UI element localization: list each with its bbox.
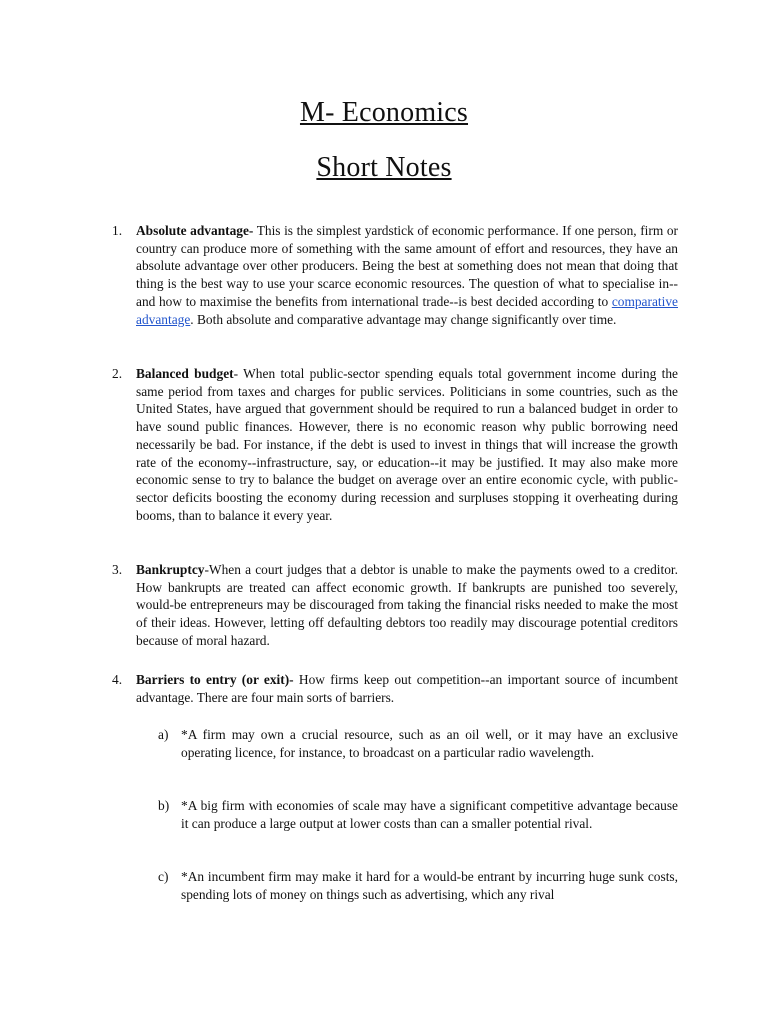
document-subtitle: Short Notes bbox=[316, 152, 452, 183]
list-item-body bbox=[136, 671, 678, 706]
sub-item-letter: c) bbox=[158, 869, 169, 884]
sub-item-a bbox=[158, 726, 678, 761]
term-heading: Barriers to entry (or exit)- bbox=[136, 672, 294, 687]
document-title: M- Economics bbox=[299, 97, 469, 128]
item-text: This is the simplest yardstick of economic performance. If one person, firm or country can produce more of something with the same amount of effort and resources, they have an absolute advantage over other producers. Being the best at something does not mean that doing that thing is the best way to use your scarce economic resources. The question of what to specialise in--and how to maximise the benefits from international trade--is best decided according to bbox=[136, 223, 678, 309]
term-heading: Bankruptcy bbox=[136, 562, 205, 577]
list-item-bankruptcy bbox=[112, 561, 678, 650]
sub-item-text: *A big firm with economies of scale may have a significant competitive advantage because it can produce a large output at lower costs than can a smaller potential rival. bbox=[181, 798, 678, 831]
item-text: . Both absolute and comparative advantage may change significantly over time. bbox=[190, 311, 617, 327]
list-item-body bbox=[136, 561, 678, 650]
sub-item-letter: a) bbox=[158, 727, 169, 742]
sub-item-letter: b) bbox=[158, 798, 170, 813]
term-heading: Absolute advantage- bbox=[136, 223, 254, 238]
sub-item-c bbox=[158, 868, 678, 903]
sub-item-text: *A firm may own a crucial resource, such as an oil well, or it may have an exclusive operating licence, for instance, to broadcast on a particular radio wavelength. bbox=[181, 727, 678, 760]
list-item-number: 1. bbox=[112, 223, 123, 238]
list-item-body bbox=[136, 365, 678, 524]
list-item-number: 2. bbox=[112, 366, 123, 381]
sub-item-text: *An incumbent firm may make it hard for a would-be entrant by incurring huge sunk costs, spending lots of money on things such as advertising, which any rival bbox=[181, 869, 678, 902]
item-text: - When total public-sector spending equals total government income during the same period from taxes and charges for public services. Politicians in some countries, such as the United States, have argued that government should be required to run a balanced budget in order to have sound public finances. However, there is no economic reason why public borrowing need necessarily be bad. For instance, if the debt is used to invest in things that will increase the growth rate of the economy--infrastructure, say, or education--it may be justified. It may also make more economic sense to try to balance the budget on average over an entire economic cycle, with public-sector deficits boosting the economy during recession and surpluses stopping it overheating during booms, than to balance it every year. bbox=[136, 366, 678, 523]
list-item-barriers-to-entry bbox=[112, 671, 678, 706]
list-item-body bbox=[136, 222, 678, 328]
item-text: -When a court judges that a debtor is unable to make the payments owed to a creditor. How bankrupts are treated can affect economic growth. If bankrupts are punished too severely, would-be entrepreneurs may be discouraged from taking the financial risks needed to make the most of their ideas. However, letting off defaulting debtors too readily may discourage potential creditors because of moral hazard. bbox=[136, 562, 678, 648]
comparative-advantage-link[interactable]: comparative advantage bbox=[136, 293, 678, 327]
item-text: How firms keep out competition--an important source of incumbent advantage. There are four main sorts of barriers. bbox=[136, 672, 678, 705]
list-item-number: 4. bbox=[112, 672, 123, 687]
list-item-number: 3. bbox=[112, 562, 123, 577]
list-item-absolute-advantage bbox=[112, 222, 678, 328]
term-heading: Balanced budget bbox=[136, 366, 234, 381]
sub-item-b bbox=[158, 797, 678, 832]
list-item-balanced-budget bbox=[112, 365, 678, 524]
